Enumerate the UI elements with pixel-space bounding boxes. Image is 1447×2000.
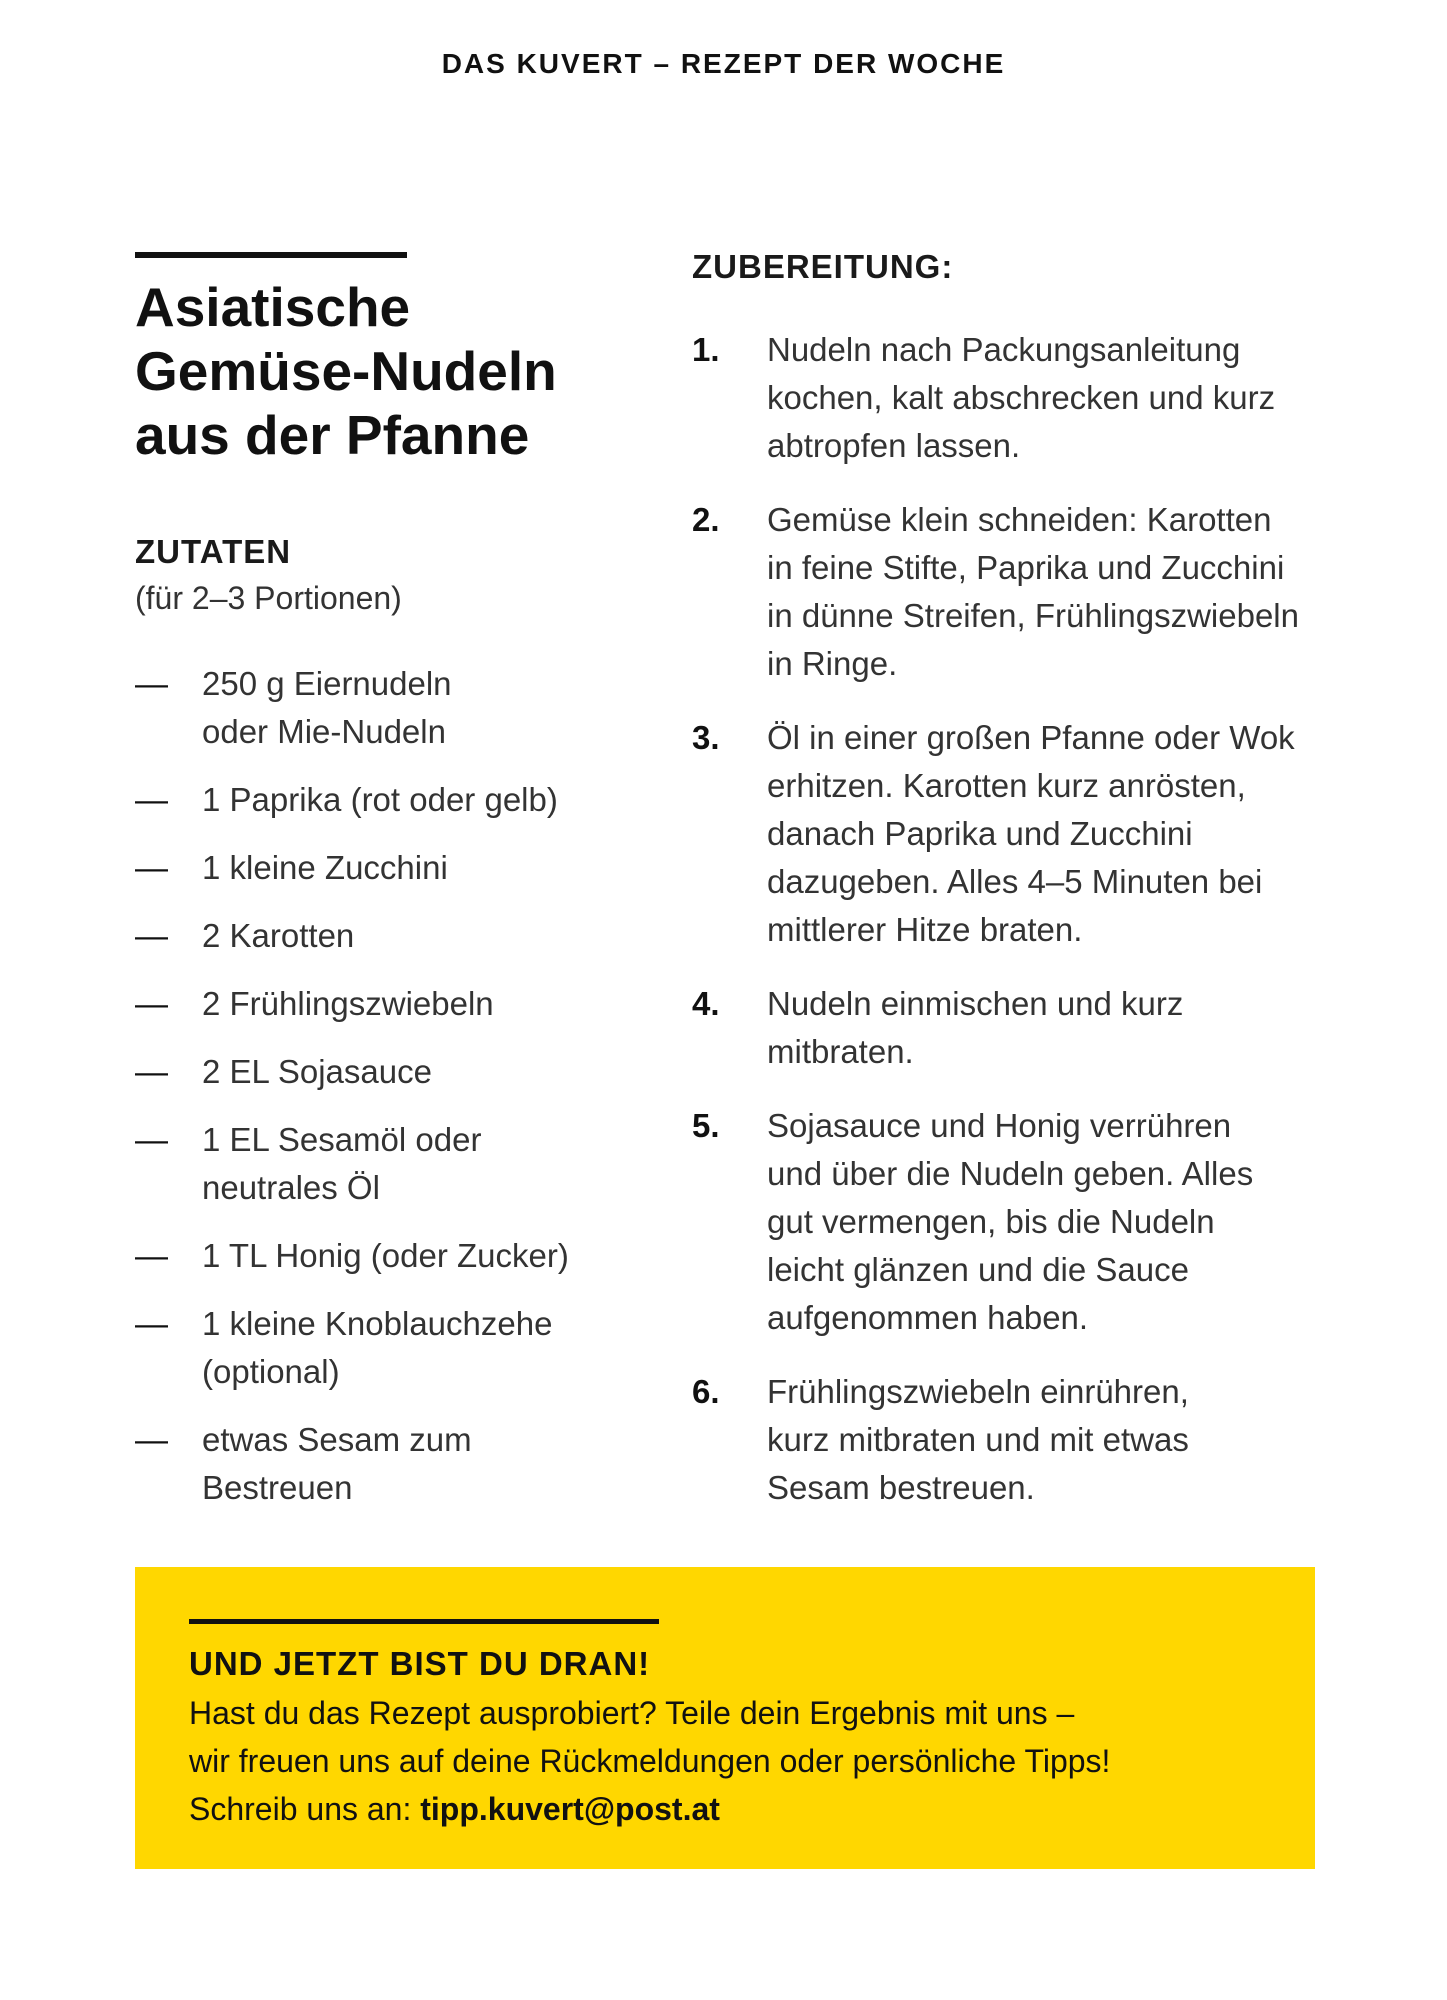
dash-bullet: — bbox=[135, 1121, 168, 1158]
ingredients-heading: ZUTATEN bbox=[135, 533, 292, 570]
step-line: Sojasauce und Honig verrühren bbox=[767, 1107, 1232, 1144]
step-item bbox=[692, 326, 1332, 470]
step-line: in Ringe. bbox=[767, 645, 898, 682]
title-rule bbox=[135, 252, 407, 258]
ingredient-line: 2 Frühlingszwiebeln bbox=[202, 985, 494, 1022]
cta-line-prefix: Schreib uns an: bbox=[189, 1791, 421, 1827]
step-number: 3. bbox=[692, 719, 720, 756]
step-item bbox=[692, 714, 1332, 954]
step-line: danach Paprika und Zucchini bbox=[767, 815, 1193, 852]
step-line: dazugeben. Alles 4–5 Minuten bei bbox=[767, 863, 1263, 900]
ingredient-line: neutrales Öl bbox=[202, 1169, 380, 1206]
cta-heading: UND JETZT BIST DU DRAN! bbox=[189, 1645, 651, 1682]
step-line: mitbraten. bbox=[767, 1033, 914, 1070]
cta-line: wir freuen uns auf deine Rückmeldungen oder persönliche Tipps! bbox=[189, 1743, 1111, 1779]
step-line: Gemüse klein schneiden: Karotten bbox=[767, 501, 1272, 538]
preparation-heading: ZUBEREITUNG: bbox=[692, 248, 954, 285]
cta-line: Hast du das Rezept ausprobiert? Teile dein Ergebnis mit uns – bbox=[189, 1695, 1075, 1731]
dash-bullet: — bbox=[135, 1053, 168, 1090]
cta-rule bbox=[189, 1619, 659, 1624]
ingredient-list bbox=[135, 660, 655, 1532]
ingredient-item bbox=[135, 1232, 655, 1280]
step-line: gut vermengen, bis die Nudeln bbox=[767, 1203, 1215, 1240]
step-line: Nudeln nach Packungsanleitung bbox=[767, 331, 1241, 368]
dash-bullet: — bbox=[135, 781, 168, 818]
step-number: 5. bbox=[692, 1107, 720, 1144]
ingredient-line: (optional) bbox=[202, 1353, 340, 1390]
ingredient-item bbox=[135, 912, 655, 960]
ingredient-item bbox=[135, 776, 655, 824]
ingredient-line: 1 kleine Zucchini bbox=[202, 849, 448, 886]
step-number: 1. bbox=[692, 331, 720, 368]
dash-bullet: — bbox=[135, 985, 168, 1022]
ingredient-item bbox=[135, 980, 655, 1028]
dash-bullet: — bbox=[135, 665, 168, 702]
ingredient-line: 2 EL Sojasauce bbox=[202, 1053, 432, 1090]
step-line: kurz mitbraten und mit etwas bbox=[767, 1421, 1189, 1458]
ingredient-line: 1 Paprika (rot oder gelb) bbox=[202, 781, 558, 818]
step-line: erhitzen. Karotten kurz anrösten, bbox=[767, 767, 1246, 804]
step-line: leicht glänzen und die Sauce bbox=[767, 1251, 1189, 1288]
step-line: aufgenommen haben. bbox=[767, 1299, 1089, 1336]
step-line: Öl in einer großen Pfanne oder Wok bbox=[767, 719, 1295, 756]
ingredient-line: 1 EL Sesamöl oder bbox=[202, 1121, 482, 1158]
dash-bullet: — bbox=[135, 1305, 168, 1342]
step-item bbox=[692, 1102, 1332, 1342]
ingredient-line: 250 g Eiernudeln bbox=[202, 665, 452, 702]
cta-text bbox=[189, 1689, 1289, 1833]
dash-bullet: — bbox=[135, 917, 168, 954]
ingredient-item bbox=[135, 1048, 655, 1096]
step-item bbox=[692, 496, 1332, 688]
ingredient-item bbox=[135, 1300, 655, 1396]
ingredient-line: 1 kleine Knoblauchzehe bbox=[202, 1305, 553, 1342]
step-number: 4. bbox=[692, 985, 720, 1022]
dash-bullet: — bbox=[135, 1237, 168, 1274]
preparation-steps bbox=[692, 326, 1332, 1538]
page-header: DAS KUVERT – REZEPT DER WOCHE bbox=[441, 48, 1006, 79]
step-item bbox=[692, 1368, 1332, 1512]
step-number: 6. bbox=[692, 1373, 720, 1410]
ingredient-line: oder Mie-Nudeln bbox=[202, 713, 446, 750]
dash-bullet: — bbox=[135, 849, 168, 886]
recipe-title-line: Asiatische bbox=[135, 276, 411, 338]
ingredient-line: 2 Karotten bbox=[202, 917, 355, 954]
step-line: kochen, kalt abschrecken und kurz bbox=[767, 379, 1276, 416]
call-to-action-box bbox=[135, 1567, 1315, 1869]
step-line: und über die Nudeln geben. Alles bbox=[767, 1155, 1254, 1192]
step-number: 2. bbox=[692, 501, 720, 538]
step-line: mittlerer Hitze braten. bbox=[767, 911, 1083, 948]
ingredient-item bbox=[135, 1416, 655, 1512]
step-line: in feine Stifte, Paprika und Zucchini bbox=[767, 549, 1285, 586]
recipe-title-line: Gemüse-Nudeln bbox=[135, 340, 557, 402]
step-line: Sesam bestreuen. bbox=[767, 1469, 1035, 1506]
ingredient-line: etwas Sesam zum bbox=[202, 1421, 472, 1458]
step-line: abtropfen lassen. bbox=[767, 427, 1021, 464]
dash-bullet: — bbox=[135, 1421, 168, 1458]
ingredient-item bbox=[135, 844, 655, 892]
ingredient-item bbox=[135, 660, 655, 756]
recipe-title bbox=[135, 275, 655, 467]
recipe-title-line: aus der Pfanne bbox=[135, 404, 530, 466]
contact-email-link[interactable]: tipp.kuvert@post.at bbox=[420, 1791, 720, 1827]
ingredients-portions: (für 2–3 Portionen) bbox=[135, 580, 402, 616]
ingredient-item bbox=[135, 1116, 655, 1212]
step-item bbox=[692, 980, 1332, 1076]
step-line: Frühlingszwiebeln einrühren, bbox=[767, 1373, 1189, 1410]
ingredient-line: 1 TL Honig (oder Zucker) bbox=[202, 1237, 569, 1274]
step-line: Nudeln einmischen und kurz bbox=[767, 985, 1184, 1022]
ingredient-line: Bestreuen bbox=[202, 1469, 353, 1506]
step-line: in dünne Streifen, Frühlingszwiebeln bbox=[767, 597, 1299, 634]
